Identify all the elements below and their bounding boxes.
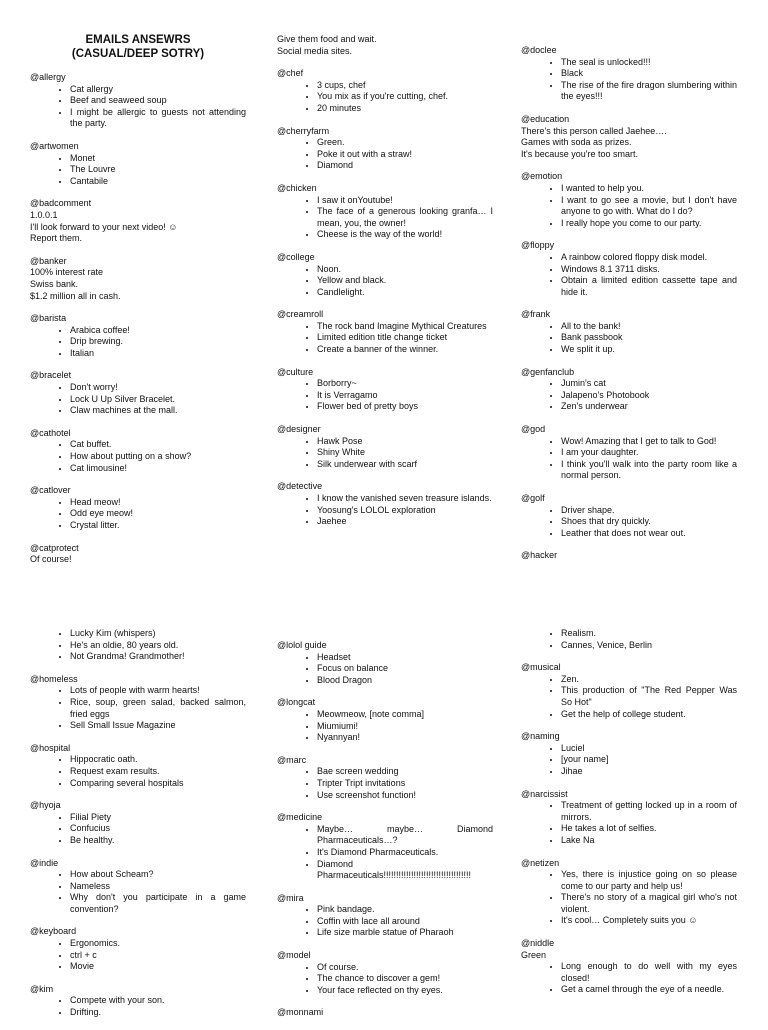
list-item: • Get a camel through the eye of a needle. bbox=[561, 984, 737, 996]
email-section bbox=[30, 428, 246, 474]
list-item: • The chance to discover a gem! bbox=[317, 973, 493, 985]
email-handle: @golf bbox=[521, 493, 545, 503]
answer-list bbox=[277, 378, 493, 413]
email-section bbox=[277, 367, 493, 413]
continued-text: Give them food and wait. Social media sites. bbox=[277, 34, 377, 56]
list-item: • Driver shape. bbox=[561, 505, 737, 517]
list-item: • It is Verragamo bbox=[317, 390, 493, 402]
email-section bbox=[277, 755, 493, 801]
email-handle: @medicine bbox=[277, 812, 323, 823]
continued-list bbox=[30, 628, 246, 663]
list-item: • Cantabile bbox=[70, 176, 246, 188]
list-item: • Bae screen wedding bbox=[317, 766, 493, 778]
list-item: • Sell Small Issue Magazine bbox=[70, 720, 246, 732]
email-section bbox=[521, 114, 737, 160]
list-item: • Hippocratic oath. bbox=[70, 754, 246, 766]
email-section bbox=[30, 256, 246, 302]
email-section bbox=[30, 141, 246, 187]
email-section bbox=[277, 697, 493, 743]
answer-line: I'll look forward to your next video! ☺ bbox=[30, 221, 178, 232]
list-item: • Limited edition title change ticket bbox=[317, 332, 493, 344]
list-item: • Cannes, Venice, Berlin bbox=[561, 640, 737, 652]
list-item: • I wanted to help you. bbox=[561, 183, 737, 195]
email-handle: @niddle bbox=[521, 938, 555, 949]
list-item: • Nameless bbox=[70, 881, 246, 893]
email-handle: @detective bbox=[277, 481, 323, 492]
answer-line: Games with soda as prizes. bbox=[521, 137, 632, 148]
list-item: • It's Diamond Pharmaceuticals. bbox=[317, 847, 493, 859]
list-item: • He takes a lot of selfies. bbox=[561, 823, 737, 835]
answer-line: It's because you're too smart. bbox=[521, 148, 638, 159]
list-item: • Coffin with lace all around bbox=[317, 916, 493, 928]
email-section bbox=[521, 45, 737, 103]
email-handle: @banker bbox=[30, 255, 67, 266]
list-item: • Long enough to do well with my eyes closed! bbox=[561, 961, 737, 984]
list-item: • Green. bbox=[317, 137, 493, 149]
email-handle: @marc bbox=[277, 754, 307, 765]
list-item: • Candlelight. bbox=[317, 287, 493, 299]
list-item: • I am your daughter. bbox=[561, 447, 737, 459]
email-handle: @doclee bbox=[521, 45, 557, 55]
answer-list bbox=[277, 962, 493, 997]
email-section bbox=[30, 198, 246, 244]
answer-list bbox=[30, 685, 246, 731]
email-section bbox=[30, 674, 246, 732]
list-item: • It's cool… Completely suits you ☺ bbox=[561, 915, 737, 927]
list-item: • Movie bbox=[70, 961, 246, 973]
email-handle: @badcomment bbox=[30, 198, 92, 209]
email-section bbox=[277, 424, 493, 470]
list-item: • Hawk Pose bbox=[317, 436, 493, 448]
answer-list bbox=[30, 153, 246, 188]
list-item: • Realism. bbox=[561, 628, 737, 640]
email-handle: @mira bbox=[277, 892, 304, 903]
answer-list bbox=[277, 766, 493, 801]
email-handle: @cathotel bbox=[30, 427, 71, 438]
list-item: • Rice, soup, green salad, backed salmon, fried eggs bbox=[70, 697, 246, 720]
email-handle: @barista bbox=[30, 313, 67, 324]
email-section bbox=[521, 424, 737, 482]
email-section bbox=[277, 183, 493, 241]
list-item: • Luciel bbox=[561, 743, 737, 755]
answer-list bbox=[30, 84, 246, 130]
list-item: • Claw machines at the mall. bbox=[70, 405, 246, 417]
email-section bbox=[30, 370, 246, 416]
list-item: • Shoes that dry quickly. bbox=[561, 516, 737, 528]
list-item: • A rainbow colored floppy disk model. bbox=[561, 252, 737, 264]
list-item: • Poke it out with a straw! bbox=[317, 149, 493, 161]
list-item: • Your face reflected on thy eyes. bbox=[317, 985, 493, 997]
list-item: • Shiny White bbox=[317, 447, 493, 459]
email-handle: @catprotect bbox=[30, 542, 79, 553]
list-item: • Cat buffet. bbox=[70, 439, 246, 451]
list-item: • Zen. bbox=[561, 674, 737, 686]
list-item: • Windows 8.1 3711 disks. bbox=[561, 264, 737, 276]
answer-line: Swiss bank. bbox=[30, 278, 79, 289]
email-handle: @chef bbox=[277, 68, 304, 79]
answer-list bbox=[521, 57, 737, 103]
list-item: • Cat allergy bbox=[70, 84, 246, 96]
email-section bbox=[277, 68, 493, 114]
list-item: • Lucky Kim (whispers) bbox=[70, 628, 246, 640]
list-item: • Jihae bbox=[561, 766, 737, 778]
list-item: • Leather that does not wear out. bbox=[561, 528, 737, 540]
answer-list bbox=[277, 436, 493, 471]
list-item: • I might be allergic to guests not attending the party. bbox=[70, 107, 246, 130]
list-item: • Get the help of college student. bbox=[561, 709, 737, 721]
list-item: • Use screenshot function! bbox=[317, 790, 493, 802]
email-handle: @culture bbox=[277, 366, 314, 377]
answer-line: There's this person called Jaehee…. bbox=[521, 125, 667, 136]
list-item: • Yoosung's LOLOL exploration bbox=[317, 505, 493, 517]
list-item: • Meowmeow, [note comma] bbox=[317, 709, 493, 721]
email-handle: @netizen bbox=[521, 857, 560, 868]
list-item: • Be healthy. bbox=[70, 835, 246, 847]
email-handle: @chicken bbox=[277, 182, 317, 193]
list-item: • Filial Piety bbox=[70, 812, 246, 824]
list-item: • Focus on balance bbox=[317, 663, 493, 675]
email-section bbox=[521, 662, 737, 720]
list-item: • How about Scheam? bbox=[70, 869, 246, 881]
list-item: • Blood Dragon bbox=[317, 675, 493, 687]
list-item: • The seal is unlocked!!! bbox=[561, 57, 737, 69]
email-handle: @floppy bbox=[521, 240, 555, 251]
answer-list bbox=[277, 904, 493, 939]
answer-list bbox=[277, 709, 493, 744]
page2-column-2 bbox=[277, 640, 493, 1030]
document-title: EMAILS ANSEWRS (CASUAL/DEEP SOTRY) bbox=[71, 34, 205, 60]
email-handle: @creamroll bbox=[277, 309, 324, 320]
list-item: • This production of "The Red Pepper Was So Hot" bbox=[561, 685, 737, 708]
email-handle: @education bbox=[521, 113, 570, 124]
list-item: • Miumiumi! bbox=[317, 721, 493, 733]
list-item: • We split it up. bbox=[561, 344, 737, 356]
answer-list bbox=[30, 325, 246, 360]
email-section bbox=[521, 731, 737, 777]
list-item: • You mix as if you're cutting, chef. bbox=[317, 91, 493, 103]
email-handle: @indie bbox=[30, 857, 59, 868]
list-item: • Jumin's cat bbox=[561, 378, 737, 390]
answer-line: 100% interest rate bbox=[30, 267, 104, 278]
list-item: • Diamond Pharmaceuticals!!!!!!!!!!!!!!!!!!!!!!!!!!!!!!!!!!! bbox=[317, 859, 493, 882]
list-item: • Maybe… maybe… Diamond Pharmaceuticals…? bbox=[317, 824, 493, 847]
answer-list bbox=[30, 812, 246, 847]
email-handle: @kim bbox=[30, 983, 54, 994]
email-handle: @god bbox=[521, 424, 546, 435]
list-item: • All to the bank! bbox=[561, 321, 737, 333]
answer-list bbox=[30, 938, 246, 973]
list-item: • I think you'll walk into the party room like a normal person. bbox=[561, 459, 737, 482]
list-item: • Life size marble statue of Pharaoh bbox=[317, 927, 493, 939]
answer-list bbox=[30, 497, 246, 532]
list-item: • Wow! Amazing that I get to talk to God! bbox=[561, 436, 737, 448]
answer-line: 1.0.0.1 bbox=[30, 209, 58, 220]
list-item: • 20 minutes bbox=[317, 103, 493, 115]
email-section bbox=[521, 938, 737, 996]
list-item: • Silk underwear with scarf bbox=[317, 459, 493, 471]
list-item: • Ergonomics. bbox=[70, 938, 246, 950]
email-section bbox=[521, 309, 737, 355]
answer-line: $1.2 million all in cash. bbox=[30, 290, 121, 301]
list-item: • Yes, there is injustice going on so please come to our party and help us! bbox=[561, 869, 737, 892]
list-item: • Comparing several hospitals bbox=[70, 778, 246, 790]
answer-list bbox=[30, 869, 246, 915]
list-item: • 3 cups, chef bbox=[317, 80, 493, 92]
answer-list bbox=[277, 195, 493, 241]
answer-list bbox=[521, 869, 737, 927]
list-item: • Drip brewing. bbox=[70, 336, 246, 348]
answer-list bbox=[277, 824, 493, 882]
list-item: • Nyannyan! bbox=[317, 732, 493, 744]
list-item: • Head meow! bbox=[70, 497, 246, 509]
email-handle: @naming bbox=[521, 731, 560, 742]
email-section bbox=[30, 743, 246, 789]
email-handle: @lolol guide bbox=[277, 640, 327, 650]
email-handle: @musical bbox=[521, 662, 561, 673]
answer-line: Report them. bbox=[30, 233, 83, 244]
page1-column-2 bbox=[277, 34, 493, 539]
email-section bbox=[30, 858, 246, 916]
answer-list bbox=[521, 505, 737, 540]
list-item: • The face of a generous looking granfa… I mean, you, the owner! bbox=[317, 206, 493, 229]
continued-list bbox=[521, 628, 737, 651]
list-item: • Confucius bbox=[70, 823, 246, 835]
list-item: • Lake Na bbox=[561, 835, 737, 847]
list-item: • Treatment of getting locked up in a room of mirrors. bbox=[561, 800, 737, 823]
list-item: • Don't worry! bbox=[70, 382, 246, 394]
list-item: • Headset bbox=[317, 652, 493, 664]
list-item: • Bank passbook bbox=[561, 332, 737, 344]
answer-list bbox=[521, 436, 737, 482]
email-section bbox=[30, 543, 246, 566]
answer-list bbox=[521, 378, 737, 413]
email-handle: @bracelet bbox=[30, 370, 72, 381]
email-handle: @model bbox=[277, 950, 311, 961]
email-section bbox=[277, 481, 493, 527]
answer-list bbox=[30, 439, 246, 474]
list-item: • Noon. bbox=[317, 264, 493, 276]
email-handle: @hyoja bbox=[30, 800, 61, 811]
list-item: • The rock band Imagine Mythical Creatures bbox=[317, 321, 493, 333]
email-handle: @catlover bbox=[30, 485, 71, 496]
list-item: • The rise of the fire dragon slumbering within the eyes!!! bbox=[561, 80, 737, 103]
answer-list bbox=[30, 995, 246, 1018]
list-item: • Crystal litter. bbox=[70, 520, 246, 532]
email-section bbox=[521, 171, 737, 229]
answer-list bbox=[277, 493, 493, 528]
list-item: • Flower bed of pretty boys bbox=[317, 401, 493, 413]
answer-line: Green bbox=[521, 949, 547, 960]
list-item: • Jalapeno's Photobook bbox=[561, 390, 737, 402]
answer-list bbox=[277, 80, 493, 115]
list-item: • I know the vanished seven treasure islands. bbox=[317, 493, 493, 505]
list-item: • Borborry~ bbox=[317, 378, 493, 390]
list-item: • Monet bbox=[70, 153, 246, 165]
email-handle: @genfanclub bbox=[521, 366, 575, 377]
answer-list bbox=[277, 321, 493, 356]
email-handle: @monnami bbox=[277, 1007, 324, 1018]
list-item: • Obtain a limited edition cassette tape and hide it. bbox=[561, 275, 737, 298]
email-handle: @homeless bbox=[30, 673, 78, 684]
answer-list bbox=[30, 754, 246, 789]
answer-list bbox=[521, 961, 737, 996]
list-item: • [your name] bbox=[561, 754, 737, 766]
answer-line: Of course! bbox=[30, 554, 72, 565]
email-handle: @hacker bbox=[521, 550, 558, 561]
email-section bbox=[521, 240, 737, 298]
email-section bbox=[277, 812, 493, 882]
list-item: • Yellow and black. bbox=[317, 275, 493, 287]
email-section bbox=[277, 893, 493, 939]
email-section bbox=[277, 950, 493, 996]
answer-list bbox=[277, 264, 493, 299]
email-handle: @cherryfarm bbox=[277, 125, 330, 136]
email-section bbox=[277, 126, 493, 172]
list-item: • How about putting on a show? bbox=[70, 451, 246, 463]
email-handle: @frank bbox=[521, 309, 551, 320]
page1-column-3 bbox=[521, 45, 737, 573]
list-item: • Lots of people with warm hearts! bbox=[70, 685, 246, 697]
list-item: • Arabica coffee! bbox=[70, 325, 246, 337]
answer-list bbox=[521, 674, 737, 720]
answer-list bbox=[521, 800, 737, 846]
list-item: • Black bbox=[561, 68, 737, 80]
list-item: • Compete with your son. bbox=[70, 995, 246, 1007]
answer-list bbox=[30, 382, 246, 417]
email-section bbox=[30, 485, 246, 531]
answer-list bbox=[277, 652, 493, 687]
list-item: • ctrl + c bbox=[70, 950, 246, 962]
email-handle: @designer bbox=[277, 424, 321, 435]
list-item: • Pink bandage. bbox=[317, 904, 493, 916]
list-item: • Lock U Up Silver Bracelet. bbox=[70, 394, 246, 406]
email-handle: @longcat bbox=[277, 697, 316, 708]
list-item: • The Louvre bbox=[70, 164, 246, 176]
answer-list bbox=[521, 252, 737, 298]
email-handle: @hospital bbox=[30, 742, 71, 753]
email-handle: @keyboard bbox=[30, 926, 77, 937]
email-handle: @artwomen bbox=[30, 140, 79, 151]
email-section bbox=[30, 313, 246, 359]
email-section bbox=[277, 309, 493, 355]
list-item: • Of course. bbox=[317, 962, 493, 974]
list-item: • He's an oldie, 80 years old. bbox=[70, 640, 246, 652]
list-item: • I saw it onYoutube! bbox=[317, 195, 493, 207]
answer-list bbox=[277, 137, 493, 172]
list-item: • Tripter Tript invitations bbox=[317, 778, 493, 790]
page2-column-1 bbox=[30, 628, 246, 1030]
email-handle: @allergy bbox=[30, 72, 66, 82]
email-handle: @narcissist bbox=[521, 788, 568, 799]
email-section bbox=[30, 926, 246, 972]
email-handle: @college bbox=[277, 251, 315, 262]
email-section bbox=[30, 72, 246, 130]
answer-list bbox=[521, 183, 737, 229]
list-item: • Why don't you participate in a game convention? bbox=[70, 892, 246, 915]
email-section bbox=[521, 789, 737, 847]
email-section bbox=[277, 252, 493, 298]
email-section bbox=[521, 493, 737, 539]
list-item: • Odd eye meow! bbox=[70, 508, 246, 520]
page2-column-3 bbox=[521, 628, 737, 1007]
email-section bbox=[277, 640, 493, 686]
email-section bbox=[30, 800, 246, 846]
answer-list bbox=[521, 321, 737, 356]
list-item: • Italian bbox=[70, 348, 246, 360]
page1-column-1 bbox=[30, 34, 246, 577]
list-item: • I want to go see a movie, but I don't have anyone to go with. What do I do? bbox=[561, 195, 737, 218]
answer-list bbox=[521, 743, 737, 778]
list-item: • Cheese is the way of the world! bbox=[317, 229, 493, 241]
list-item: • Drifting. bbox=[70, 1007, 246, 1019]
email-section bbox=[277, 1007, 493, 1019]
list-item: • There's no story of a magical girl who's not violent. bbox=[561, 892, 737, 915]
list-item: • Cat limousine! bbox=[70, 463, 246, 475]
email-section bbox=[521, 858, 737, 928]
email-section bbox=[521, 367, 737, 413]
list-item: • Jaehee bbox=[317, 516, 493, 528]
list-item: • Request exam results. bbox=[70, 766, 246, 778]
email-handle: @emotion bbox=[521, 171, 563, 182]
list-item: • I really hope you come to our party. bbox=[561, 218, 737, 230]
list-item: • Beef and seaweed soup bbox=[70, 95, 246, 107]
email-section bbox=[521, 550, 737, 562]
list-item: • Create a banner of the winner. bbox=[317, 344, 493, 356]
list-item: • Not Grandma! Grandmother! bbox=[70, 651, 246, 663]
list-item: • Diamond bbox=[317, 160, 493, 172]
email-section bbox=[30, 984, 246, 1019]
list-item: • Zen's underwear bbox=[561, 401, 737, 413]
